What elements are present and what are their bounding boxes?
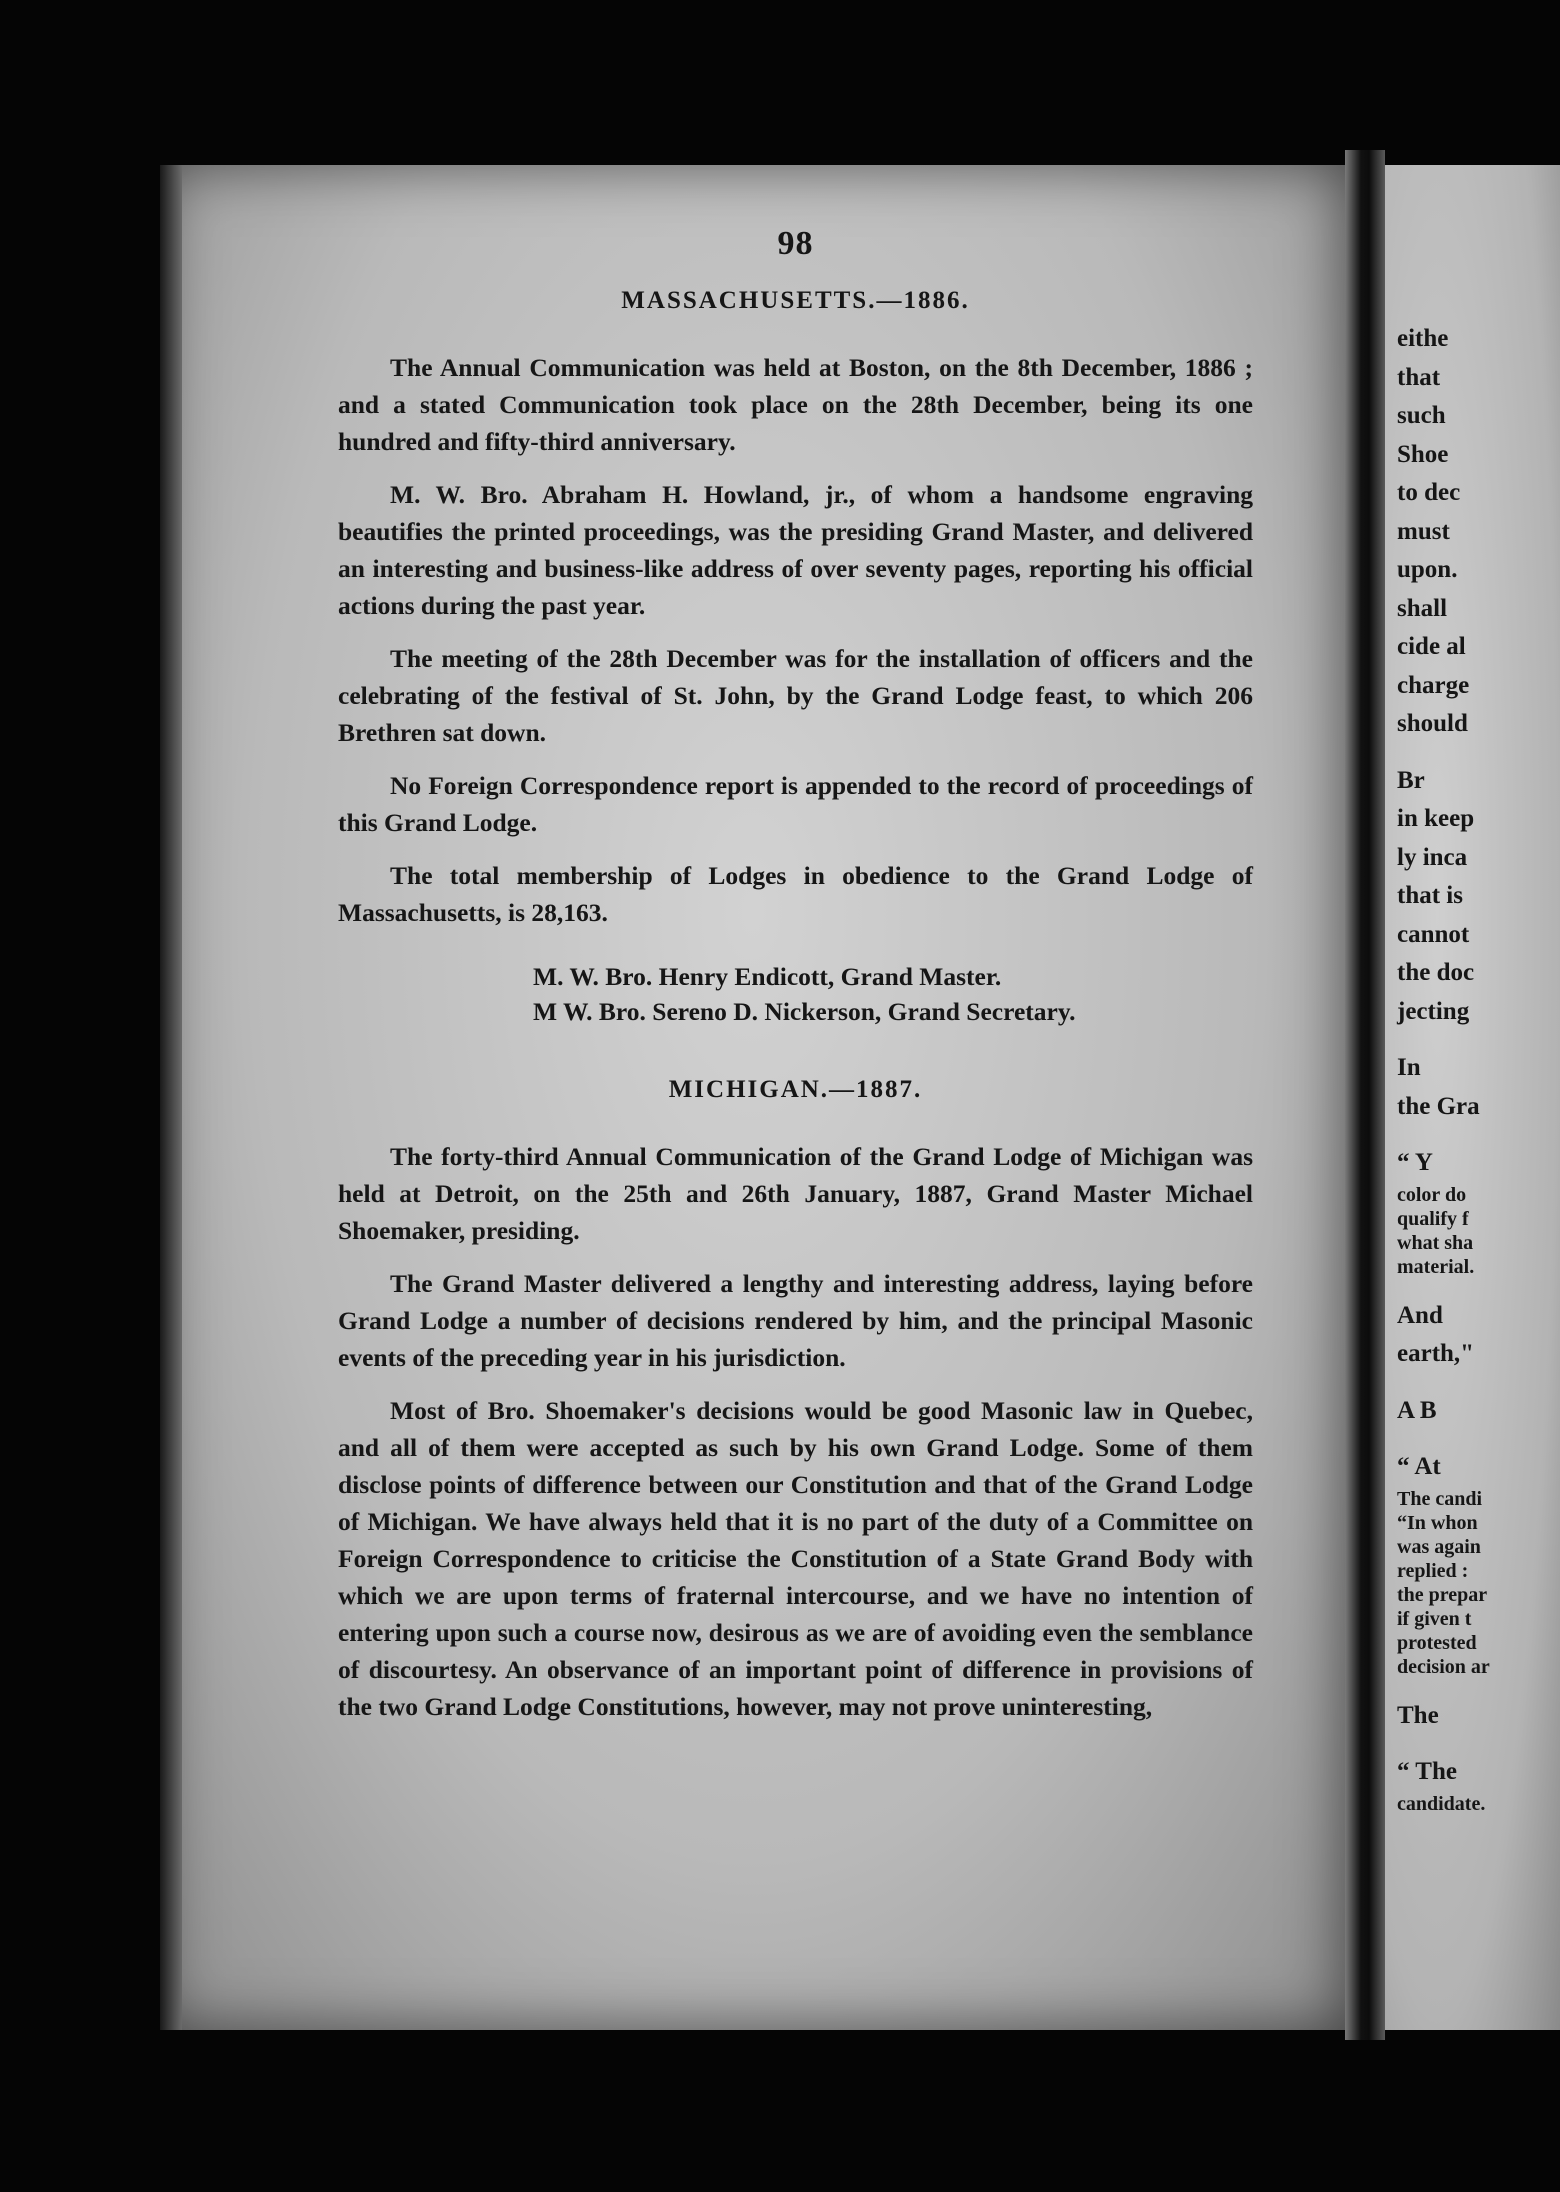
paragraph: Most of Bro. Shoemaker's decisions would be good Masonic law in Quebec, and all of them were accepted as such by his own Grand Lodge. Some of them disclose points of difference between our Constitution and that of the Grand Lodge of Michigan. We have always held that it is no part of the duty of a Committee on Foreign Correspondence to criticise the Constitution of a State Grand Body with which we are upon terms of fraternal intercourse, and we have no intention of entering upon such a course now, desirous as we are of avoiding even the semblance of discourtesy. An observance of an important point of difference in provisions of the two Grand Lodge Constitutions, however, may not prove uninteresting, [338, 1396, 1253, 1721]
book-gutter [1345, 150, 1385, 2040]
grand-master-line: M. W. Bro. Henry Endicott, Grand Master. [533, 962, 1002, 991]
facing-line: in keep [1397, 805, 1475, 832]
officer-list [338, 959, 1253, 1029]
facing-line: the Gra [1397, 1092, 1480, 1120]
facing-line: such [1397, 402, 1446, 429]
facing-line: what sha [1397, 1231, 1474, 1254]
facing-line: “In whon [1397, 1511, 1478, 1534]
facing-line: qualify f [1397, 1207, 1469, 1230]
facing-line: jecting [1397, 997, 1470, 1025]
facing-line: Shoe [1397, 440, 1449, 468]
facing-line: shall [1397, 594, 1448, 622]
facing-line: the prepar [1397, 1583, 1488, 1606]
facing-line: decision ar [1397, 1655, 1490, 1678]
facing-page [1385, 165, 1560, 2030]
facing-line: A B [1397, 1396, 1437, 1424]
facing-line: “ Y [1397, 1149, 1433, 1176]
paragraph: The meeting of the 28th December was for the installation of officers and the celebrating of the festival of St. John, by the Grand Lodge feast, to which 206 Brethren sat down. [338, 644, 1253, 747]
paragraph: No Foreign Correspondence report is appended to the record of proceedings of this Grand Lodge. [338, 771, 1253, 837]
facing-line: replied : [1397, 1559, 1469, 1582]
facing-line: ly inca [1397, 843, 1468, 871]
facing-line: And [1397, 1301, 1443, 1329]
facing-line: cide al [1397, 633, 1466, 660]
facing-line: The candi [1397, 1487, 1483, 1510]
facing-line: cannot [1397, 920, 1470, 948]
paragraph: The forty-third Annual Communication of the Grand Lodge of Michigan was held at Detroit, on the 25th and 26th January, 1887, Grand Master Michael Shoemaker, presiding. [338, 1142, 1253, 1245]
paragraph: The Grand Master delivered a lengthy and interesting address, laying before Grand Lodge a number of decisions rendered by him, and the principal Masonic events of the preceding year in his jurisdiction. [338, 1269, 1253, 1372]
facing-page-text [1385, 320, 1560, 1816]
page-edge-shadow [160, 165, 182, 2030]
page-number: 98 [777, 225, 814, 262]
facing-line: “ The [1397, 1758, 1457, 1785]
page-text [338, 225, 1253, 1741]
facing-line: was again [1397, 1535, 1481, 1558]
facing-line: that is [1397, 882, 1463, 909]
facing-line: must [1397, 517, 1450, 545]
facing-line: candidate. [1397, 1792, 1486, 1815]
facing-line: protested [1397, 1631, 1477, 1654]
facing-line: to dec [1397, 479, 1461, 506]
facing-line: Br [1397, 766, 1425, 794]
facing-line: color do [1397, 1183, 1467, 1206]
grand-secretary-line: M W. Bro. Sereno D. Nickerson, Grand Secretary. [533, 997, 1076, 1026]
facing-line: earth," [1397, 1340, 1475, 1367]
facing-line: should [1397, 710, 1468, 737]
facing-line: In [1397, 1054, 1421, 1081]
facing-line: charge [1397, 671, 1470, 699]
facing-line: eithe [1397, 325, 1449, 352]
massachusetts-heading: MASSACHUSETTS.—1886. [621, 287, 970, 314]
facing-line: upon. [1397, 556, 1458, 583]
paragraph: M. W. Bro. Abraham H. Howland, jr., of whom a handsome engraving beautifies the printed proceedings, was the presiding Grand Master, and delivered an interesting and business-like address of over seventy pages, reporting his official actions during the past year. [338, 480, 1253, 620]
michigan-heading: MICHIGAN.—1887. [668, 1076, 923, 1103]
facing-line: The [1397, 1701, 1439, 1729]
facing-line: that [1397, 363, 1441, 391]
facing-line: material. [1397, 1255, 1475, 1278]
facing-line: the doc [1397, 959, 1475, 986]
facing-line: “ At [1397, 1453, 1441, 1480]
facing-line: if given t [1397, 1607, 1472, 1630]
paragraph: The total membership of Lodges in obedience to the Grand Lodge of Massachusetts, is 28,163. [338, 861, 1253, 927]
paragraph: The Annual Communication was held at Boston, on the 8th December, 1886 ; and a stated Communication took place on the 28th December, being its one hundred and fifty-third anniversary. [338, 353, 1253, 456]
